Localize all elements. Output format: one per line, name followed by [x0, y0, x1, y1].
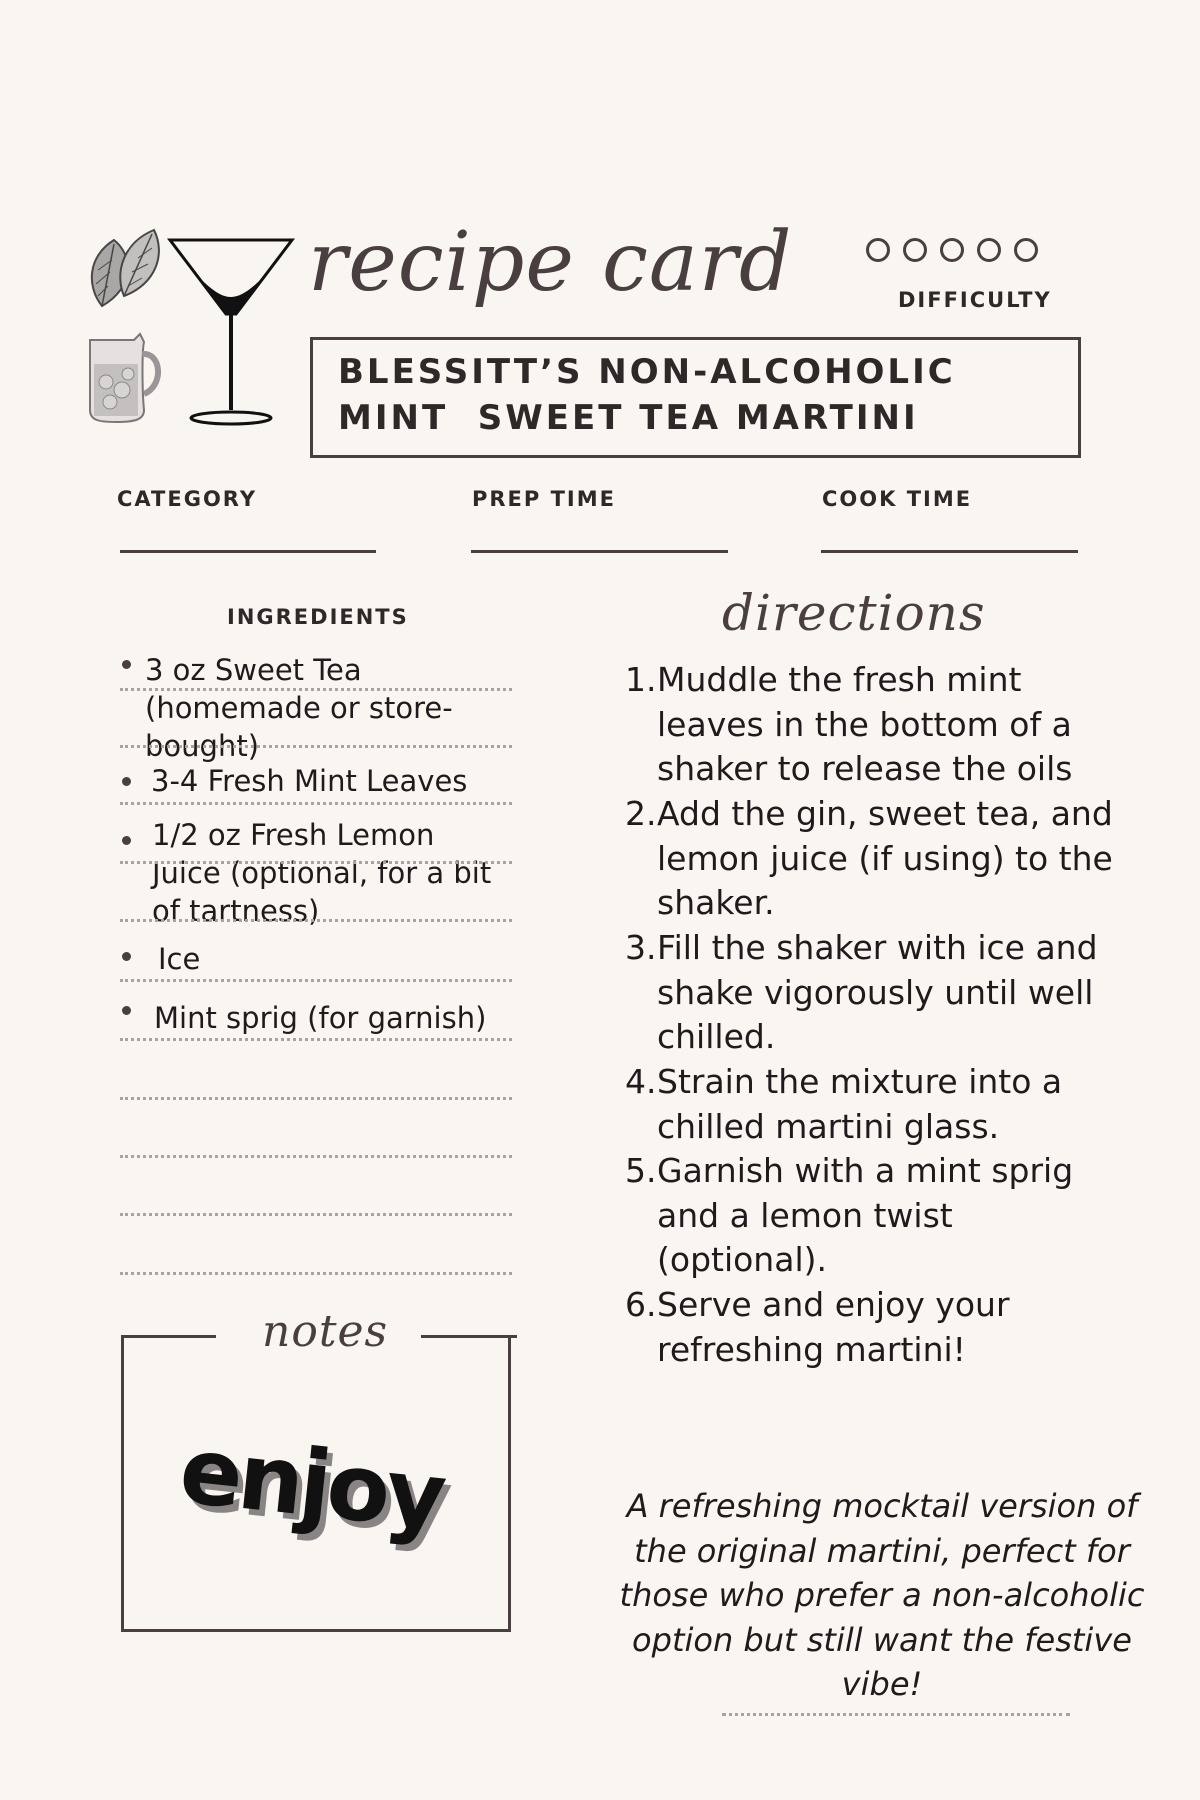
ingredient-rule — [120, 1272, 512, 1275]
tagline: A refreshing mocktail version of the original martini, perfect for those who prefer a non-alcoholic option but still want the festive vibe! — [619, 1487, 1145, 1703]
difficulty-circle[interactable] — [977, 238, 1001, 262]
difficulty-circle[interactable] — [903, 238, 927, 262]
step-number: 4. — [625, 1062, 657, 1101]
prep-time-label: PREP TIME — [472, 487, 616, 511]
step-number: 2. — [625, 794, 657, 833]
bullet — [122, 660, 131, 669]
bullet — [122, 777, 131, 786]
tagline-rule — [722, 1713, 1070, 1716]
direction-step — [625, 1283, 1125, 1373]
directions-list — [625, 658, 1125, 1378]
ingredient-rule — [120, 688, 512, 691]
ingredient-rule — [120, 745, 512, 748]
bullet — [122, 836, 131, 845]
card-title: recipe card — [308, 215, 793, 310]
step-number: 3. — [625, 928, 657, 967]
ingredient-item: 1/2 oz Fresh Lemon Juice (optional, for a bit of tartness) — [152, 818, 492, 928]
direction-step — [625, 926, 1125, 1060]
enjoy-stamp: enjoy — [175, 1416, 448, 1551]
step-text: Add the gin, sweet tea, and lemon juice (if using) to the shaker. — [657, 794, 1113, 922]
bullet — [122, 1006, 131, 1015]
cook-time-label: COOK TIME — [822, 487, 973, 511]
notes-heading: notes — [262, 1306, 389, 1357]
ingredient-rule — [120, 1155, 512, 1158]
ingredient-rule — [120, 1213, 512, 1216]
category-label: CATEGORY — [117, 487, 258, 511]
notes-border-top-right — [421, 1335, 517, 1338]
difficulty-circle[interactable] — [1014, 238, 1038, 262]
difficulty-label: DIFFICULTY — [898, 288, 1052, 312]
notes-box — [121, 1306, 511, 1632]
step-text: Muddle the fresh mint leaves in the bottom of a shaker to release the oils — [657, 660, 1073, 788]
direction-step — [625, 1060, 1125, 1149]
ingredient-rule — [120, 979, 512, 982]
ingredient-item: Mint sprig (for garnish) — [154, 1001, 487, 1035]
ingredient-rule — [120, 1097, 512, 1100]
ingredient-rule — [120, 802, 512, 805]
ingredient-rule — [120, 1038, 512, 1041]
step-number: 1. — [625, 660, 657, 699]
directions-heading: directions — [722, 584, 986, 642]
ingredient-rule — [120, 919, 512, 922]
bullet — [122, 952, 131, 961]
step-text: Fill the shaker with ice and shake vigorously until well chilled. — [657, 928, 1098, 1056]
difficulty-circle[interactable] — [866, 238, 890, 262]
recipe-title-line2: MINT SWEET TEA MARTINI — [338, 398, 919, 438]
direction-step — [625, 658, 1125, 792]
step-text: Garnish with a mint sprig and a lemon twist (optional). — [657, 1151, 1074, 1279]
ingredient-item: Ice — [158, 942, 201, 976]
cook-time-field[interactable] — [821, 550, 1078, 553]
difficulty-rating — [866, 238, 1038, 266]
step-text: Serve and enjoy your refreshing martini! — [657, 1285, 1010, 1369]
ingredients-heading: INGREDIENTS — [227, 605, 409, 629]
ingredient-item: 3 oz Sweet Tea (homemade or store-bought) — [145, 653, 453, 763]
step-text: Strain the mixture into a chilled martini glass. — [657, 1062, 1063, 1146]
step-number: 6. — [625, 1285, 657, 1324]
step-number: 5. — [625, 1151, 657, 1190]
notes-border-top-left — [121, 1335, 216, 1338]
ingredient-rule — [120, 861, 512, 864]
recipe-title-line1: BLESSITT’S NON-ALCOHOLIC — [338, 352, 956, 392]
direction-step — [625, 792, 1125, 926]
ingredient-item: 3-4 Fresh Mint Leaves — [151, 764, 468, 798]
difficulty-circle[interactable] — [940, 238, 964, 262]
direction-step — [625, 1149, 1125, 1283]
